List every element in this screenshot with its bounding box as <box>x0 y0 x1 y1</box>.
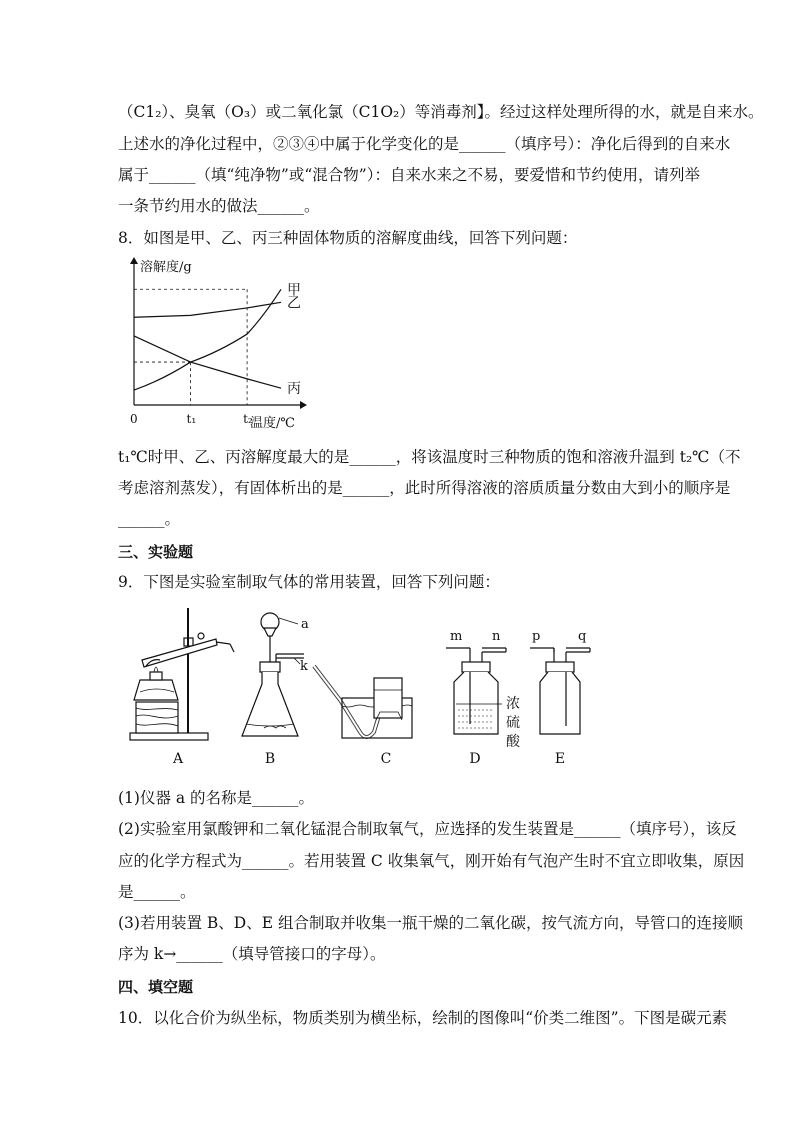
q7-text-line-2: 上述水的净化过程中，②③④中属于化学变化的是______（填序号）：净化后得到的自来水 <box>118 135 731 153</box>
solubility-chart <box>118 255 308 430</box>
label-e: E <box>554 751 566 767</box>
q9-sub-3-line-1: (3)若用装置 B、D、E 组合制取并收集一瓶干燥的二氧化碳，按气流方向，导管口的连接顺 <box>118 914 743 932</box>
section-3-title: 三、实验题 <box>118 543 194 561</box>
acid-char-1: 浓 <box>506 696 520 712</box>
x-tick-label-1: t₁ <box>186 412 197 426</box>
label-a: A <box>172 751 184 767</box>
port-a: a <box>301 617 309 632</box>
q9-sub-2-line-2: 应的化学方程式为______。若用装置 C 收集氧气，刚开始有气泡产生时不宜立即收集，原因 <box>118 852 745 870</box>
label-d: D <box>469 751 481 767</box>
q10-stem: 10．以化合价为纵坐标，物质类别为横坐标，绘制的图像叫“价类二维图”。下图是碳元素 <box>118 1009 728 1027</box>
apparatus-d <box>446 629 521 767</box>
apparatus-figure <box>118 600 638 780</box>
port-q: q <box>578 629 587 644</box>
apparatus-e <box>530 629 590 767</box>
y-axis-label: 溶解度/g <box>140 260 192 275</box>
q7-text-line-4: 一条节约用水的做法______。 <box>118 197 320 215</box>
section-4-title: 四、填空题 <box>118 978 194 996</box>
label-c: C <box>380 751 392 767</box>
y-axis-arrow <box>130 257 138 264</box>
acid-char-2: 硫 <box>506 715 520 731</box>
series-label-1: 甲 <box>287 282 302 299</box>
label-b: B <box>264 751 276 767</box>
port-p: p <box>532 629 541 644</box>
q9-stem: 9．下图是实验室制取气体的常用装置，回答下列问题： <box>118 573 500 591</box>
series-line-3 <box>134 336 281 388</box>
q8-text-line-2: 考虑溶剂蒸发），有固体析出的是______，此时所得溶液的溶质质量分数由大到小的顺序是 <box>118 479 731 497</box>
q7-text-line-3: 属于______（填“纯净物”或“混合物”）：自来水来之不易，要爱惜和节约使用，请列举 <box>118 166 700 184</box>
apparatus-b <box>242 613 309 767</box>
x-axis-arrow <box>300 401 307 409</box>
q7-text-line-1: （C1₂）、臭氧（O₃）或二氧化氯（C1O₂）等消毒剂】。经过这样处理所得的水，就是自来水。 <box>118 103 764 121</box>
q9-sub-1: (1)仪器 a 的名称是______。 <box>118 789 315 807</box>
q8-text-line-1: t₁℃时甲、乙、丙溶解度最大的是______，将该温度时三种物质的饱和溶液升温到 t₂℃（不 <box>118 448 741 466</box>
q8-stem: 8．如图是甲、乙、丙三种固体物质的溶解度曲线，回答下列问题： <box>118 229 578 247</box>
acid-char-3: 酸 <box>506 734 520 750</box>
series-line-1 <box>134 289 281 390</box>
x-axis-label: 温度/℃ <box>250 416 295 430</box>
q9-sub-2-line-1: (2)实验室用氯酸钾和二氧化锰混合制取氧气，应选择的发生装置是______（填序号），该反 <box>118 820 737 838</box>
q9-sub-3-line-2: 序为 k→______（填导管接口的字母）。 <box>118 945 386 963</box>
q8-text-line-3: ______。 <box>118 510 181 528</box>
x-tick-label-2: t₂ <box>243 412 253 426</box>
apparatus-a <box>130 608 234 767</box>
series-label-2: 乙 <box>287 295 302 312</box>
port-m: m <box>450 629 463 644</box>
q9-sub-2-line-3: 是______。 <box>118 883 196 901</box>
series-label-3: 丙 <box>287 381 302 398</box>
port-k: k <box>300 659 308 674</box>
apparatus-c <box>314 666 412 767</box>
series-line-2 <box>134 302 281 317</box>
port-n: n <box>492 629 501 644</box>
x-tick-label-0: 0 <box>130 412 138 426</box>
